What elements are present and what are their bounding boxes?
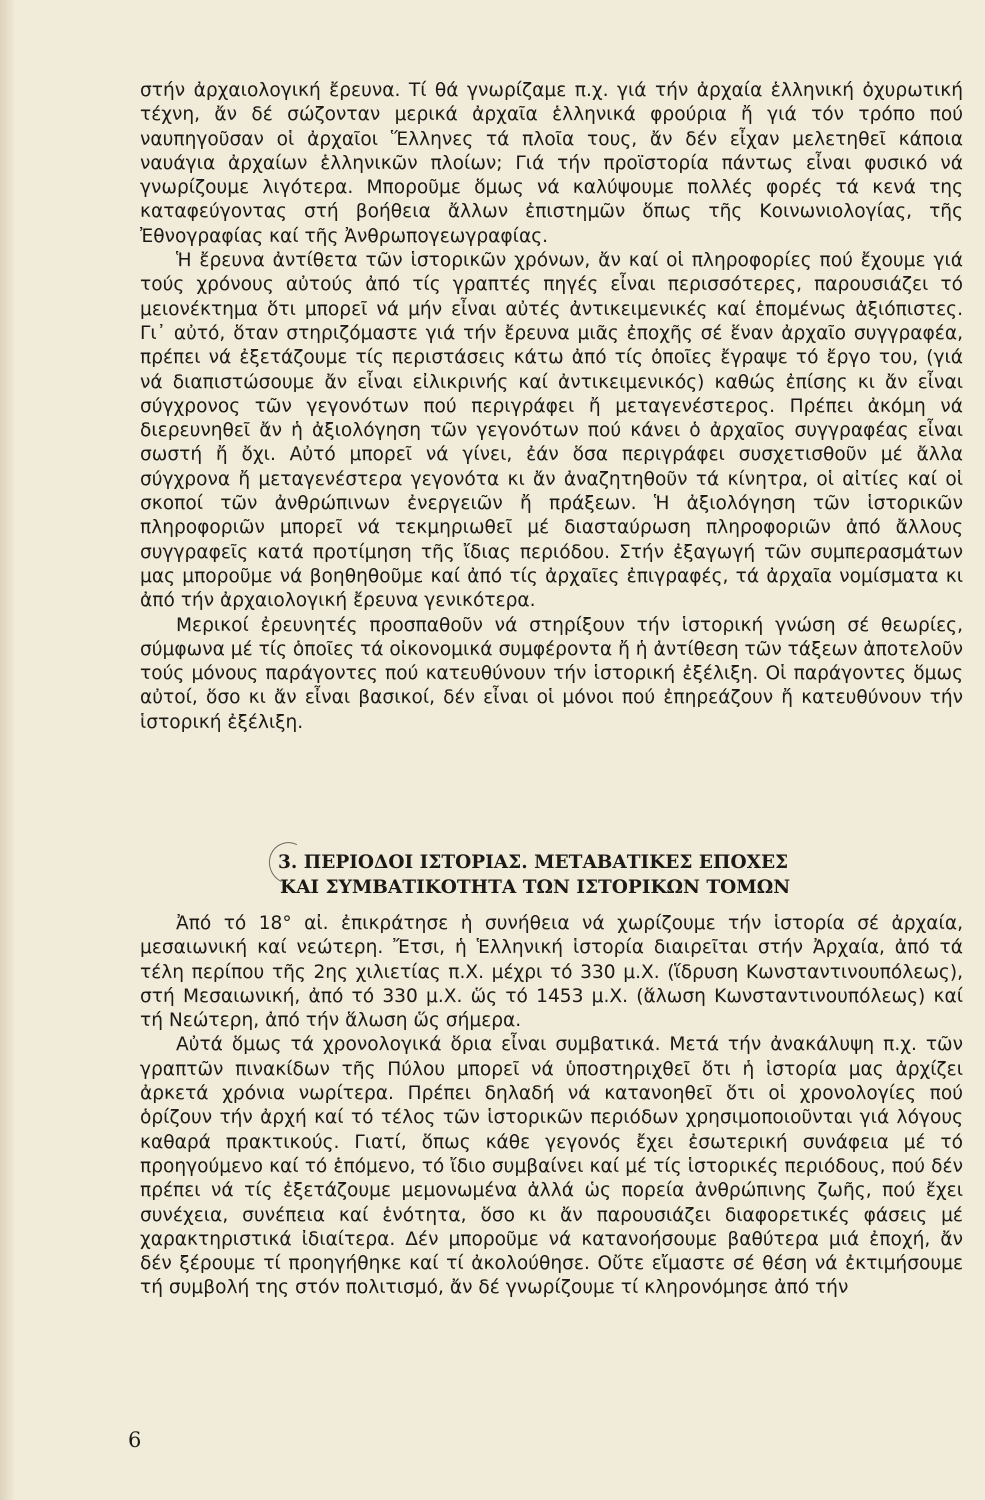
heading-line-1-text: ΠΕΡΙΟΔΟΙ ΙΣΤΟΡΙΑΣ. ΜΕΤΑΒΑΤΙΚΕΣ ΕΠΟΧΕΣ: [303, 852, 789, 873]
page-number: 6: [128, 1428, 142, 1452]
heading-line-1: [278, 850, 878, 875]
section-3-text: [140, 912, 963, 1301]
section-1-text: [140, 79, 963, 735]
paragraph: στήν ἀρχαιολογική ἔρευνα. Τί θά γνωρίζαμε π.χ. γιά τήν ἀρχαία ἑλληνική ὀχυρωτική τέχνη, ἄν δέ σώζονταν μερικά ἀρχαῖα ἑλληνικά φρούρια ἤ γιά τόν τρόπο πού ναυπηγοῦσαν οἱ ἀρχαῖοι Ἕλληνες τά πλοῖα τους, ἄν δέν εἶχαν μελετηθεῖ κάποια ναυάγια ἀρχαίων ἑλληνικῶν πλοίων; Γιά τήν προϊστορία πάντως εἶναι φυσικό νά γνωρίζουμε λιγότερα. Μποροῦμε ὅμως νά καλύψουμε πολλές φορές τά κενά της καταφεύγοντας στή βοήθεια ἄλλων ἐπιστημῶν ὅπως τῆς Κοινωνιολογίας, τῆς Ἐθνογραφίας καί τῆς Ἀνθρωπογεωγραφίας.: [140, 80, 963, 247]
paragraph: Αὐτά ὅμως τά χρονολογικά ὅρια εἶναι συμβατικά. Μετά τήν ἀνακάλυψη π.χ. τῶν γραπτῶν πινακίδων τῆς Πύλου μπορεῖ νά ὑποστηριχθεῖ ὅτι ἡ ἱστορία μας ἀρχίζει ἀρκετά χρόνια νωρίτερα. Πρέπει δηλαδή νά κατανοηθεῖ ὅτι οἱ χρονολογίες πού ὁρίζουν τήν ἀρχή καί τό τέλος τῶν ἱστορικῶν περιόδων χρησιμοποιοῦνται γιά λόγους καθαρά πρακτικούς. Γιατί, ὅπως κάθε γεγονός ἔχει ἐσωτερική συνάφεια μέ τό προηγούμενο καί τό ἑπόμενο, τό ἴδιο συμβαίνει καί μέ τίς ἱστορικές περιόδους, πού δέν πρέπει νά τίς ἐξετάζουμε μεμονωμένα ἀλλά ὡς πορεία ἀνθρώπινης ζωῆς, πού ἔχει συνέχεια, συνέπεια καί ἑνότητα, ὅσο κι ἄν παρουσιάζει διαφορετικές φάσεις μέ χαρακτηριστικά ἰδιαίτερα. Δέν μποροῦμε νά κατανοήσουμε βαθύτερα μιά ἐποχή, ἄν δέν ξέρουμε τί προηγήθηκε καί τί ἀκολούθησε. Οὔτε εἴμαστε σέ θέση νά ἐκτιμήσουμε τή συμβολή της στόν πολιτισμό, ἄν δέ γνωρίζουμε τί κληρονόμησε ἀπό τήν: [140, 1034, 963, 1299]
page-binding-edge: [0, 0, 14, 1500]
section-number: 3.: [278, 852, 298, 873]
paragraph: Ἡ ἔρευνα ἀντίθετα τῶν ἱστορικῶν χρόνων, ἄν καί οἱ πληροφορίες πού ἔχουμε γιά τούς χρόνους αὐτούς ἀπό τίς γραπτές πηγές εἶναι περισσότερες, παρουσιάζει τό μειονέκτημα ὅτι μπορεῖ νά μήν εἶναι αὐτές ἀντικειμενικές καί ἑπομένως ἀξιόπιστες. Γι᾿ αὐτό, ὅταν στηριζόμαστε γιά τήν ἔρευνα μιᾶς ἐποχῆς σέ ἕναν ἀρχαῖο συγγραφέα, πρέπει νά ἐξετάζουμε τίς περιστάσεις κάτω ἀπό τίς ὁποῖες ἔγραψε τό ἔργο του, (γιά νά διαπιστώσουμε ἄν εἶναι εἰλικρινής καί ἀντικειμενικός) καθώς ἐπίσης κι ἄν εἶναι σύγχρονος τῶν γεγονότων πού περιγράφει ἤ μεταγενέστερος. Πρέπει ἀκόμη νά διερευνηθεῖ ἄν ἡ ἀξιολόγηση τῶν γεγονότων πού κάνει ὁ ἀρχαῖος συγγραφέας εἶναι σωστή ἤ ὄχι. Αὐτό μπορεῖ νά γίνει, ἐάν ὅσα περιγράφει συσχετισθοῦν μέ ἄλλα σύγχρονα ἤ μεταγενέστερα γεγονότα κι ἄν ἀναζητηθοῦν τά κίνητρα, οἱ αἰτίες καί οἱ σκοποί τῶν ἀνθρώπινων ἐνεργειῶν ἤ πράξεων. Ἡ ἀξιολόγηση τῶν ἱστορικῶν πληροφοριῶν μπορεῖ νά τεκμηριωθεῖ μέ διασταύρωση πληροφοριῶν ἀπό ἄλλους συγγραφεῖς κατά προτίμηση τῆς ἴδιας περιόδου. Στήν ἐξαγωγή τῶν συμπερασμάτων μας μποροῦμε νά βοηθηθοῦμε καί ἀπό τίς ἀρχαῖες ἐπιγραφές, τά ἀρχαῖα νομίσματα κι ἀπό τήν ἀρχαιολογική ἔρευνα γενικότερα.: [140, 250, 963, 612]
paragraph: Ἀπό τό 18° αἰ. ἐπικράτησε ἡ συνήθεια νά χωρίζουμε τήν ἱστορία σέ ἀρχαία, μεσαιωνική καί νεώτερη. Ἔτσι, ἡ Ἑλληνική ἱστορία διαιρεῖται στήν Ἀρχαία, ἀπό τά τέλη περίπου τῆς 2ης χιλιετίας π.Χ. μέχρι τό 330 μ.Χ. (ἵδρυση Κωνσταντινουπόλεως), στή Μεσαιωνική, ἀπό τό 330 μ.Χ. ὥς τό 1453 μ.Χ. (ἅλωση Κωνσταντινουπόλεως) καί τή Νεώτερη, ἀπό τήν ἅλωση ὥς σήμερα.: [140, 913, 963, 1032]
heading-line-2: ΚΑΙ ΣΥΜΒΑΤΙΚΟΤΗΤΑ ΤΩΝ ΙΣΤΟΡΙΚΩΝ ΤΟΜΩΝ: [280, 877, 791, 898]
paragraph: Μερικοί ἐρευνητές προσπαθοῦν νά στηρίξουν τήν ἱστορική γνώση σέ θεωρίες, σύμφωνα μέ τίς ὁποῖες τά οἰκονομικά συμφέροντα ἤ ἡ ἀντίθεση τῶν τάξεων ἀποτελοῦν τούς μόνους παράγοντες πού κατευθύνουν τήν ἱστορική ἐξέλιξη. Οἱ παράγοντες ὅμως αὐτοί, ὅσο κι ἄν εἶναι βασικοί, δέν εἶναι οἱ μόνοι πού ἐπηρεάζουν ἤ κατευθύνουν τήν ἱστορική ἐξέλιξη.: [140, 614, 963, 733]
section-heading: [278, 850, 878, 900]
